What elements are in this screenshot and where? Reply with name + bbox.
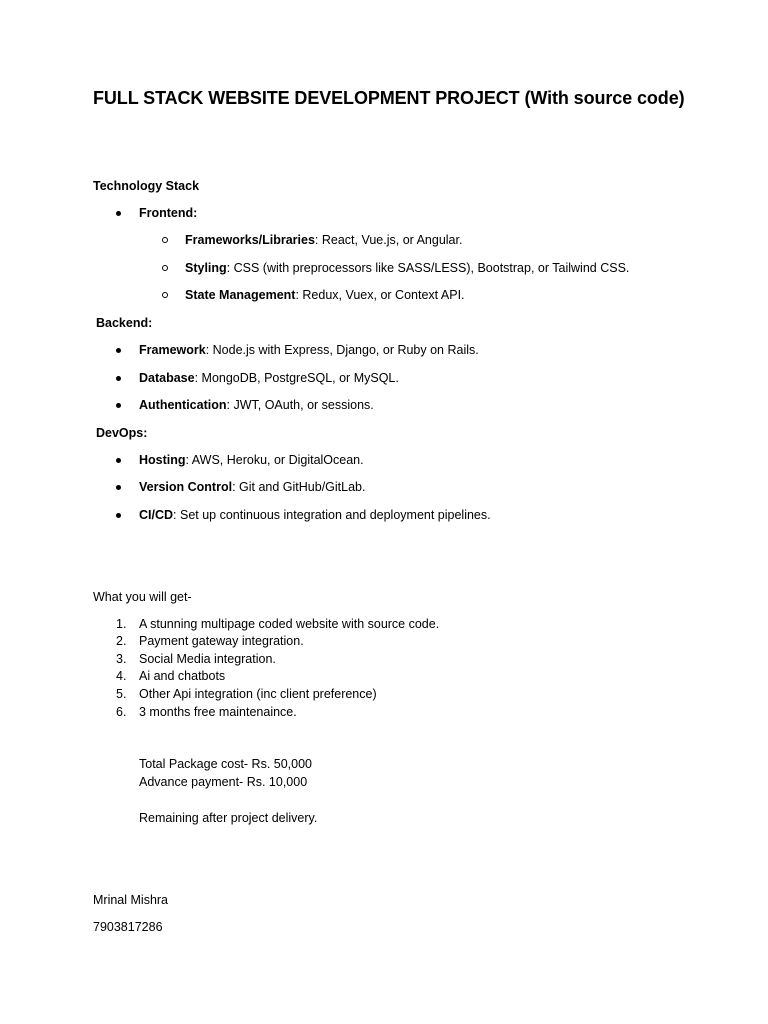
devops-item: CI/CD: Set up continuous integration and deployment pipelines. [139, 508, 491, 522]
circle-bullet-icon [162, 237, 168, 243]
backend-item: Framework: Node.js with Express, Django, or Ruby on Rails. [139, 343, 479, 357]
frontend-item: State Management: Redux, Vuex, or Context API. [185, 288, 465, 302]
contact-phone: 7903817286 [93, 920, 163, 934]
bullet-icon [116, 513, 121, 518]
bullet-icon [116, 211, 121, 216]
contact-name: Mrinal Mishra [93, 893, 169, 907]
devops-item: Hosting: AWS, Heroku, or DigitalOcean. [139, 453, 364, 467]
bullet-icon [116, 348, 121, 353]
backend-item: Authentication: JWT, OAuth, or sessions. [139, 398, 374, 412]
advance-payment: Advance payment- Rs. 10,000 [139, 775, 308, 789]
deliverable-item: Payment gateway integration. [139, 634, 304, 648]
devops-label: DevOps: [96, 426, 148, 440]
frontend-item: Styling: CSS (with preprocessors like SASS/LESS), Bootstrap, or Tailwind CSS. [185, 261, 630, 275]
list-number: 4. [116, 669, 127, 683]
bullet-icon [116, 485, 121, 490]
circle-bullet-icon [162, 292, 168, 298]
total-cost: Total Package cost- Rs. 50,000 [139, 757, 313, 771]
frontend-item: Frameworks/Libraries: React, Vue.js, or Angular. [185, 233, 463, 247]
frontend-label: Frontend: [139, 206, 198, 220]
bullet-icon [116, 376, 121, 381]
list-number: 2. [116, 634, 127, 648]
list-number: 6. [116, 705, 127, 719]
list-number: 3. [116, 652, 127, 666]
deliverable-item: 3 months free maintenaince. [139, 705, 297, 719]
deliverable-item: Social Media integration. [139, 652, 276, 666]
deliverable-item: Ai and chatbots [139, 669, 226, 683]
list-number: 1. [116, 617, 127, 631]
devops-item: Version Control: Git and GitHub/GitLab. [139, 480, 366, 494]
bullet-icon [116, 458, 121, 463]
document-title: FULL STACK WEBSITE DEVELOPMENT PROJECT (With source code) [93, 88, 685, 108]
deliverables-heading: What you will get- [93, 590, 192, 604]
bullet-icon [116, 403, 121, 408]
circle-bullet-icon [162, 265, 168, 271]
deliverable-item: A stunning multipage coded website with source code. [139, 617, 440, 631]
deliverable-item: Other Api integration (inc client preference) [139, 687, 377, 701]
backend-label: Backend: [96, 316, 153, 330]
backend-item: Database: MongoDB, PostgreSQL, or MySQL. [139, 371, 399, 385]
tech-stack-heading: Technology Stack [93, 179, 200, 193]
remaining-payment: Remaining after project delivery. [139, 811, 318, 825]
list-number: 5. [116, 687, 127, 701]
